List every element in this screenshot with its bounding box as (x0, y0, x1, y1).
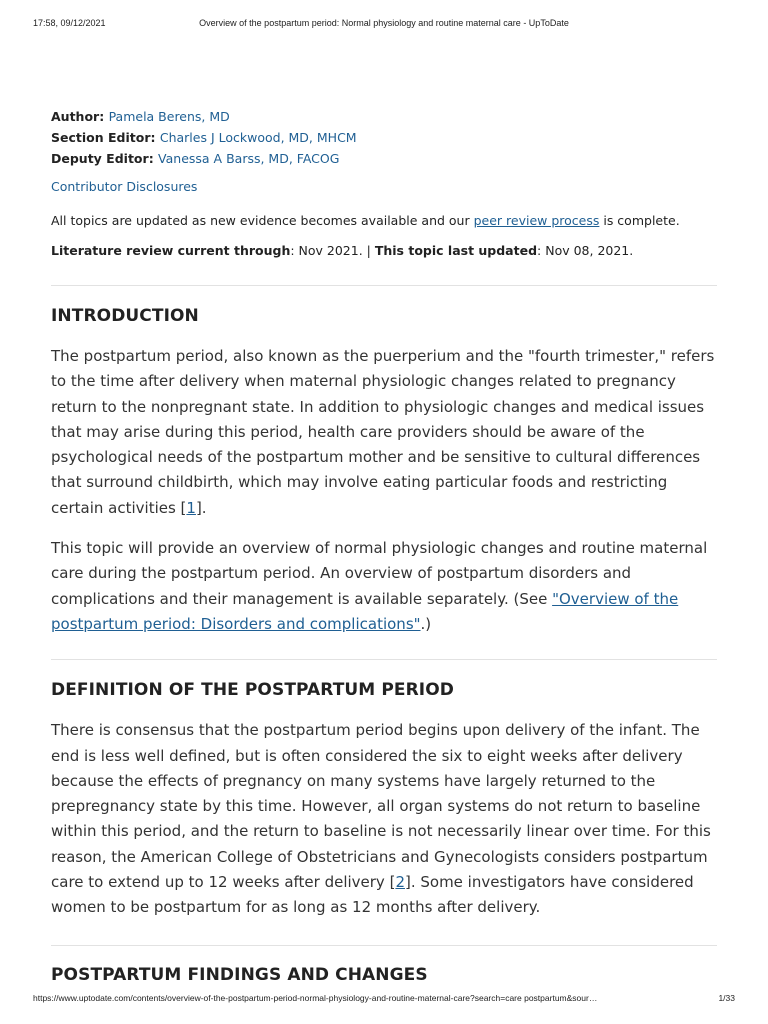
contributor-disclosures-link[interactable]: Contributor Disclosures (51, 179, 198, 194)
print-page-title: Overview of the postpartum period: Normal physiology and routine maternal care - UpToDate (199, 18, 569, 28)
last-updated-label: This topic last updated (374, 243, 538, 258)
intro-paragraph-1: The postpartum period, also known as the puerperium and the "fourth trimester," refers to the time after delivery when maternal physiologic changes related to pregnancy return to the nonpregnant state. In addition to physiologic changes and medical issues that may arise during this period, health care providers should be aware of the psychological needs of the postpartum mother and be sensitive to cultural differences that surround childbirth, which may involve eating particular foods and restricting certain activities [1]. (51, 347, 715, 517)
author-line: Author: Pamela Berens, MD (51, 109, 230, 124)
author-block (51, 106, 717, 169)
print-header (33, 18, 735, 32)
update-note: All topics are updated as new evidence becomes available and our peer review process is complete. (51, 213, 680, 228)
deputy-editor-line: Deputy Editor: Vanessa A Barss, MD, FACOG (51, 151, 340, 166)
disorders-topic-link[interactable]: "Overview of the postpartum period: Disorders and complications" (51, 589, 679, 633)
peer-review-link[interactable]: peer review process (473, 213, 600, 228)
literature-review-line (51, 241, 717, 261)
contributor-disclosures (51, 177, 717, 197)
section-divider (51, 285, 717, 286)
section-editor-link[interactable]: Charles J Lockwood, MD, MHCM (159, 130, 357, 145)
reference-link-2[interactable]: 2 (395, 873, 405, 892)
last-updated-value: : Nov 08, 2021. (537, 243, 634, 258)
deputy-editor-link[interactable]: Vanessa A Barss, MD, FACOG (158, 151, 340, 166)
article (51, 106, 717, 985)
section-divider (51, 945, 717, 946)
reference-link-1[interactable]: 1 (186, 498, 196, 517)
author-label: Author (51, 109, 100, 124)
lit-review-label: Literature review current through (51, 243, 291, 258)
page-number: 1/33 (718, 993, 735, 1003)
section-editor-line: Section Editor: Charles J Lockwood, MD, MHCM (51, 130, 357, 145)
section-heading-definition: DEFINITION OF THE POSTPARTUM PERIOD (51, 680, 454, 701)
author-link[interactable]: Pamela Berens, MD (108, 109, 230, 124)
deputy-editor-label: Deputy Editor (51, 151, 149, 166)
section-editor-label: Section Editor (51, 130, 151, 145)
section-divider (51, 659, 717, 660)
print-footer (33, 993, 735, 1007)
print-url: https://www.uptodate.com/contents/overview-of-the-postpartum-period-normal-physiology-and-routine-maternal-care?search=care postpartum&sour… (33, 993, 598, 1003)
section-heading-introduction: INTRODUCTION (51, 306, 199, 326)
print-timestamp: 17:58, 09/12/2021 (33, 18, 106, 28)
definition-paragraph: There is consensus that the postpartum period begins upon delivery of the infant. The end is less well defined, but is often considered the six to eight weeks after delivery because the effects of pregnancy on many systems have largely returned to the prepregnancy state by this time. However, all organ systems do not return to baseline within this period, and the return to baseline is not necessarily linear over time. For this reason, the American College of Obstetricians and Gynecologists considers postpartum care to extend up to 12 weeks after delivery [2]. Some investigators have considered women to be postpartum for as long as 12 months after delivery. (51, 721, 711, 917)
section-heading-findings: POSTPARTUM FINDINGS AND CHANGES (51, 964, 428, 985)
intro-paragraph-2: This topic will provide an overview of normal physiologic changes and routine maternal care during the postpartum period. An overview of postpartum disorders and complications and their management is available separately. (See "Overview of the postpartum period: Disorders and complications".) (51, 539, 708, 633)
lit-review-value: : Nov 2021. | (290, 243, 375, 258)
